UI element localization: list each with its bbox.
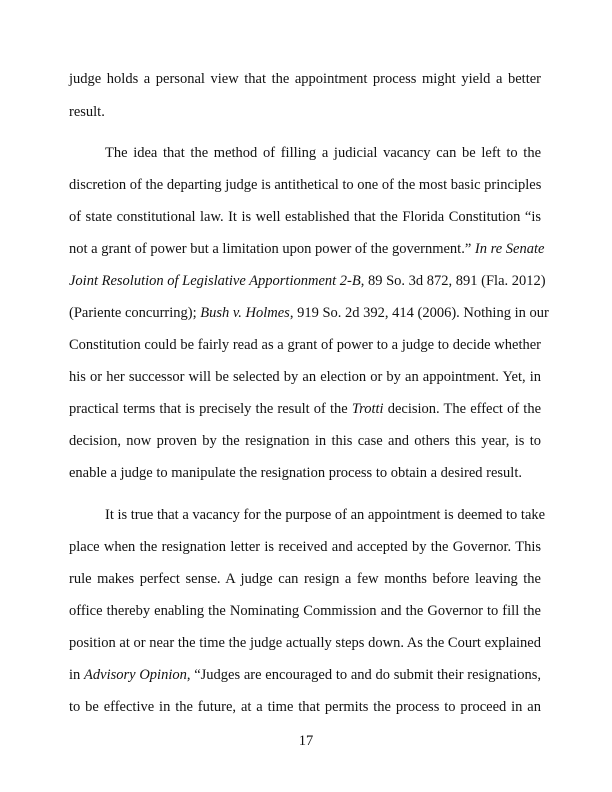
case-citation: Joint Resolution of Legislative Apportionment 2-B: [69, 273, 361, 289]
text-line: enable a judge to manipulate the resignation process to obtain a desired result.: [69, 465, 522, 481]
text-line: practical terms that is precisely the result of the Trotti decision. The effect of the: [69, 401, 542, 417]
text-line: (Pariente concurring); Bush v. Holmes, 919 So. 2d 392, 414 (2006). Nothing in our: [69, 305, 549, 321]
text-line: to be effective in the future, at a time that permits the process to proceed in an: [69, 699, 541, 715]
text-line: rule makes perfect sense. A judge can resign a few months before leaving the: [69, 571, 541, 587]
text-line: of state constitutional law. It is well established that the Florida Constitution “is: [69, 209, 541, 225]
text-line: judge holds a personal view that the appointment process might yield a better: [69, 71, 541, 87]
case-citation: Trotti: [351, 401, 384, 417]
text-line: his or her successor will be selected by an election or by an appointment. Yet, in: [69, 369, 541, 385]
text-line: decision, now proven by the resignation in this case and others this year, is to: [69, 433, 541, 449]
text-line: It is true that a vacancy for the purpose of an appointment is deemed to take: [105, 507, 546, 523]
text-line: not a grant of power but a limitation upon power of the government.” In re Senate: [69, 241, 545, 257]
text-line: The idea that the method of filling a judicial vacancy can be left to the: [105, 145, 541, 161]
page-number: 17: [298, 733, 314, 749]
text-line: discretion of the departing judge is antithetical to one of the most basic principles: [69, 177, 542, 193]
text-line: Joint Resolution of Legislative Apportionment 2-B, 89 So. 3d 872, 891 (Fla. 2012): [69, 273, 546, 289]
text-line: in Advisory Opinion, “Judges are encouraged to and do submit their resignations,: [69, 667, 542, 683]
case-citation: In re Senate: [474, 241, 545, 257]
case-citation: Advisory Opinion: [84, 667, 187, 683]
text-line: place when the resignation letter is received and accepted by the Governor. This: [69, 539, 541, 555]
text-line: result.: [69, 104, 105, 120]
text-line: office thereby enabling the Nominating Commission and the Governor to fill the: [69, 603, 541, 619]
text-line: Constitution could be fairly read as a grant of power to a judge to decide whether: [69, 337, 541, 353]
case-citation: Bush v. Holmes: [200, 305, 290, 321]
text-line: position at or near the time the judge actually steps down. As the Court explained: [69, 635, 541, 651]
